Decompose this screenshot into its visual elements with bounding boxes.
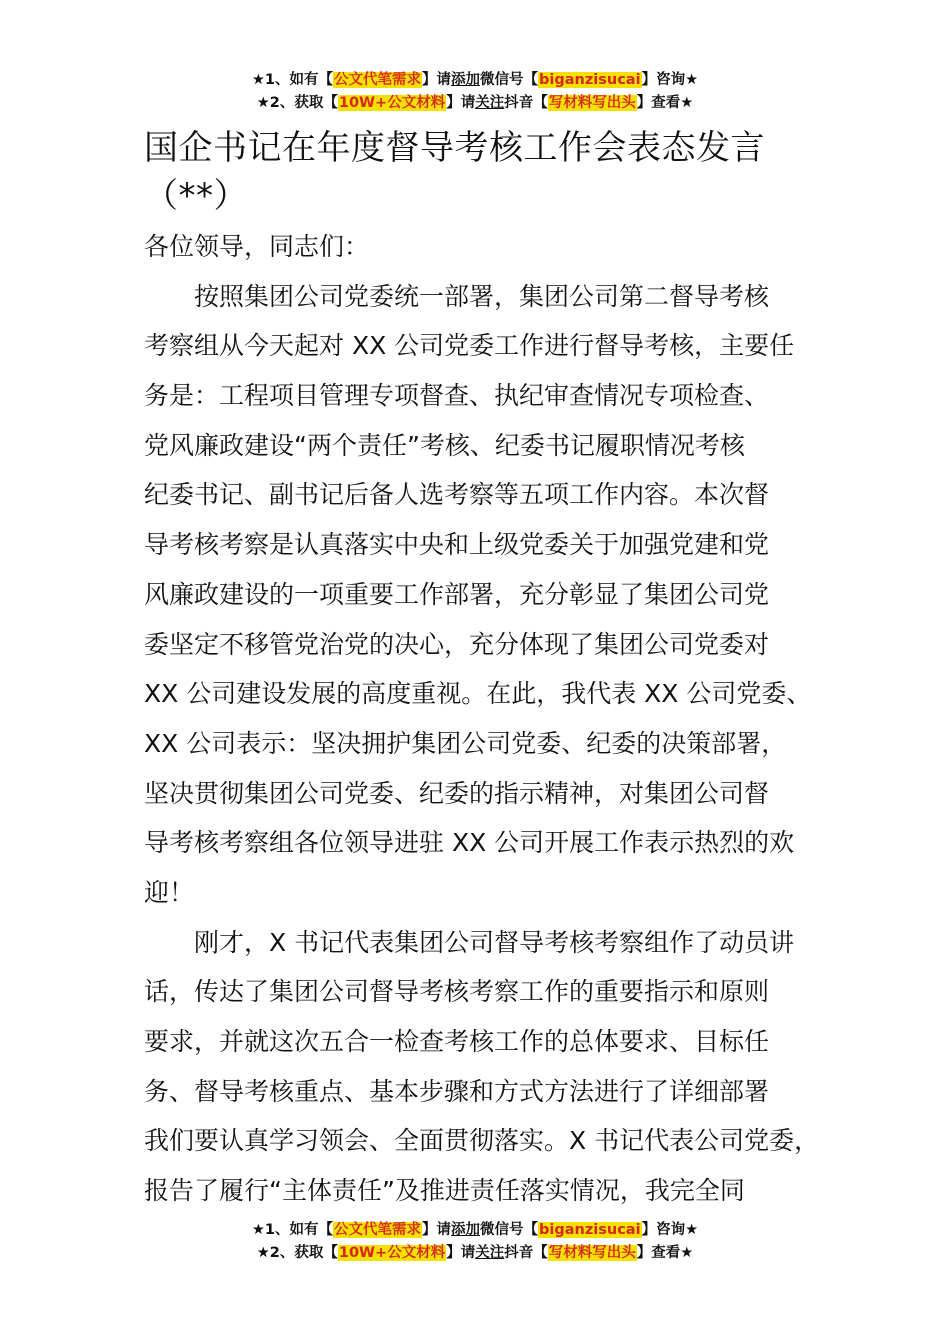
- paragraph-line: 务是：工程项目管理专项督查、执纪审查情况专项检查、: [144, 381, 770, 411]
- paragraph-line: XX 公司表示：坚决拥护集团公司党委、纪委的决策部署，: [144, 728, 787, 758]
- title-line-1: 国企书记在年度督导考核工作会表态发言: [144, 128, 765, 168]
- banner-text: 】咨询★: [641, 72, 699, 88]
- banner-text: 】请: [446, 1245, 476, 1261]
- paragraph-1: [144, 272, 834, 918]
- paragraph-line: 坚决贯彻集团公司党委、纪委的指示精神，对集团公司督: [144, 778, 770, 808]
- banner-highlight-douyin-account: 写材料写出头: [548, 95, 636, 111]
- banner-text: 抖音【: [504, 1245, 548, 1261]
- banner-line-1: [0, 1219, 950, 1242]
- paragraph-line: 导考核考察是认真落实中央和上级党委关于加强党建和党: [144, 530, 770, 560]
- banner-text-underlined: 关注: [475, 95, 505, 111]
- paragraph-line: 报告了履行“主体责任”及推进责任落实情况，我完全同: [144, 1176, 745, 1206]
- banner-text-underlined: 关注: [475, 1245, 505, 1261]
- paragraph-line: 党风廉政建设“两个责任”考核、纪委书记履职情况考核: [144, 430, 745, 460]
- banner-text: 】请: [422, 1222, 452, 1238]
- banner-text: 】咨询★: [641, 1222, 699, 1238]
- banner-highlight-materials: 10W+公文材料: [338, 1245, 446, 1261]
- top-banner: [0, 69, 950, 115]
- banner-highlight-service: 公文代笔需求: [334, 1222, 422, 1238]
- document-title: [144, 124, 824, 220]
- paragraph-line: 刚才，X 书记代表集团公司督导考核考察组作了动员讲: [194, 927, 795, 957]
- banner-highlight-materials: 10W+公文材料: [338, 95, 446, 111]
- paragraph-line: 要求，并就这次五合一检查考核工作的总体要求、目标任: [144, 1027, 770, 1056]
- banner-line-2: [0, 92, 950, 115]
- document-body: [144, 222, 834, 1216]
- title-line-2: （**）: [144, 176, 248, 216]
- paragraph-line: 委坚定不移管党治党的决心，充分体现了集团公司党委对: [144, 629, 770, 659]
- banner-text: ★2、获取【: [256, 1245, 338, 1261]
- banner-text: ★1、如有【: [251, 72, 334, 88]
- banner-text-underlined: 添加: [451, 1222, 481, 1238]
- banner-text: ★1、如有【: [251, 1222, 334, 1238]
- banner-highlight-douyin-account: 写材料写出头: [548, 1245, 636, 1261]
- paragraph-line: 务、督导考核重点、基本步骤和方式方法进行了详细部署: [144, 1076, 770, 1106]
- banner-text: 】请: [446, 95, 476, 111]
- paragraph-line: 迎！: [144, 877, 195, 907]
- banner-text: 】请: [422, 72, 452, 88]
- banner-text: 抖音【: [504, 95, 548, 111]
- banner-text: 微信号【: [480, 1222, 539, 1238]
- banner-text: 微信号【: [480, 72, 539, 88]
- paragraph-line: 按照集团公司党委统一部署，集团公司第二督导考核: [194, 281, 770, 311]
- paragraph-line: 话，传达了集团公司督导考核考察工作的重要指示和原则: [144, 977, 770, 1007]
- salutation: 各位领导，同志们：: [144, 232, 370, 261]
- bottom-banner: [0, 1219, 950, 1265]
- banner-highlight-service: 公文代笔需求: [334, 72, 422, 88]
- banner-highlight-wechat-id: biganzisucai: [539, 72, 641, 88]
- banner-text: 】查看★: [636, 95, 694, 111]
- paragraph-2: [144, 918, 834, 1216]
- banner-text-underlined: 添加: [451, 72, 481, 88]
- banner-line-1: [0, 69, 950, 92]
- banner-line-2: [0, 1242, 950, 1265]
- banner-text: 】查看★: [636, 1245, 694, 1261]
- paragraph-line: 风廉政建设的一项重要工作部署，充分彰显了集团公司党: [144, 579, 770, 609]
- paragraph-line: 导考核考察组各位领导进驻 XX 公司开展工作表示热烈的欢: [144, 828, 795, 858]
- banner-highlight-wechat-id: biganzisucai: [539, 1222, 641, 1238]
- banner-text: ★2、获取【: [256, 95, 338, 111]
- paragraph-line: 纪委书记、副书记后备人选考察等五项工作内容。本次督: [144, 480, 770, 510]
- paragraph-line: 考察组从今天起对 XX 公司党委工作进行督导考核，主要任: [144, 331, 795, 361]
- paragraph-line: XX 公司建设发展的高度重视。在此，我代表 XX 公司党委、: [144, 679, 812, 709]
- paragraph-line: 我们要认真学习领会、全面贯彻落实。X 书记代表公司党委，: [144, 1126, 820, 1156]
